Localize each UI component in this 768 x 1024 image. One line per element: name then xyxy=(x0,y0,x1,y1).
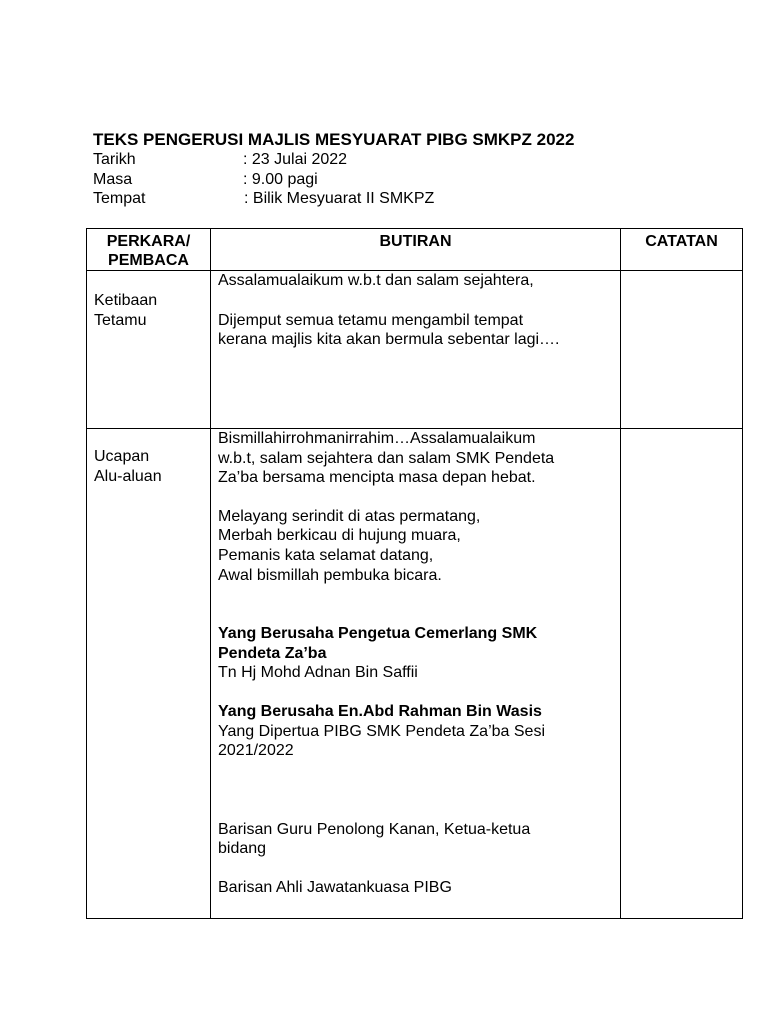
pengetua-name: Tn Hj Mohd Adnan Bin Saffii xyxy=(218,664,418,682)
meta-label: Tarikh xyxy=(93,151,136,168)
agenda-table xyxy=(86,228,743,919)
row-catatan xyxy=(621,271,743,429)
pantun-line: Awal bismillah pembuka bicara. xyxy=(218,566,442,584)
butiran-opening xyxy=(218,429,620,488)
butiran-pantun xyxy=(218,507,620,585)
butiran-greeting: Assalamualaikum w.b.t dan salam sejahtera, xyxy=(218,272,534,289)
butiran-ajk xyxy=(218,878,620,898)
opening-line: Za’ba bersama mencipta masa depan hebat. xyxy=(218,469,536,487)
header-perkara-line: PERKARA/ xyxy=(106,233,191,250)
row-catatan xyxy=(621,429,743,919)
butiran-yang-dipertua xyxy=(218,702,620,761)
pantun-line: Melayang serindit di atas permatang, xyxy=(218,507,481,525)
perkara-line: Tetamu xyxy=(94,312,147,329)
butiran-line: Dijemput semua tetamu mengambil tempat xyxy=(218,311,524,329)
table-row xyxy=(87,271,743,429)
ydp-desc: Yang Dipertua PIBG SMK Pendeta Za’ba Sesi xyxy=(218,722,545,740)
pantun-line: Pemanis kata selamat datang, xyxy=(218,546,434,564)
header-perkara xyxy=(87,229,211,271)
guru-line: Barisan Guru Penolong Kanan, Ketua-ketua xyxy=(218,820,531,838)
ydp-title: Yang Berusaha En.Abd Rahman Bin Wasis xyxy=(218,702,542,720)
ajk-line: Barisan Ahli Jawatankuasa PIBG xyxy=(218,878,452,896)
perkara-line: Ucapan xyxy=(94,448,150,465)
header-butiran: BUTIRAN xyxy=(211,229,621,271)
document-title: TEKS PENGERUSI MAJLIS MESYUARAT PIBG SMKPZ 2022 xyxy=(93,130,575,149)
butiran-pengetua xyxy=(218,624,620,683)
meta-label: Tempat xyxy=(93,190,146,207)
meta-value: : Bilik Mesyuarat II SMKPZ xyxy=(244,190,435,207)
meta-value: : 23 Julai 2022 xyxy=(243,151,348,168)
butiran-line: kerana majlis kita akan bermula sebentar lagi…. xyxy=(218,331,560,349)
meta-value: : 9.00 pagi xyxy=(243,171,318,188)
pengetua-title: Pendeta Za’ba xyxy=(218,644,327,662)
ydp-desc: 2021/2022 xyxy=(218,742,294,760)
opening-line: w.b.t, salam sejahtera dan salam SMK Pendeta xyxy=(218,449,555,467)
header-perkara-line: PEMBACA xyxy=(108,252,189,269)
pengetua-title: Yang Berusaha Pengetua Cemerlang SMK xyxy=(218,625,538,643)
row-perkara xyxy=(87,429,211,919)
perkara-line: Ketibaan xyxy=(94,292,158,309)
butiran-guru xyxy=(218,820,620,859)
table-row xyxy=(87,429,743,919)
meta-label: Masa xyxy=(93,171,133,188)
row-butiran xyxy=(211,271,621,429)
row-perkara xyxy=(87,271,211,429)
table-header-row xyxy=(87,229,743,271)
opening-line: Bismillahirrohmanirrahim…Assalamualaikum xyxy=(218,430,536,447)
guru-line: bidang xyxy=(218,840,267,858)
perkara-line: Alu-aluan xyxy=(94,468,162,485)
row-butiran xyxy=(211,429,621,919)
header-catatan: CATATAN xyxy=(621,229,743,271)
pantun-line: Merbah berkicau di hujung muara, xyxy=(218,527,461,545)
